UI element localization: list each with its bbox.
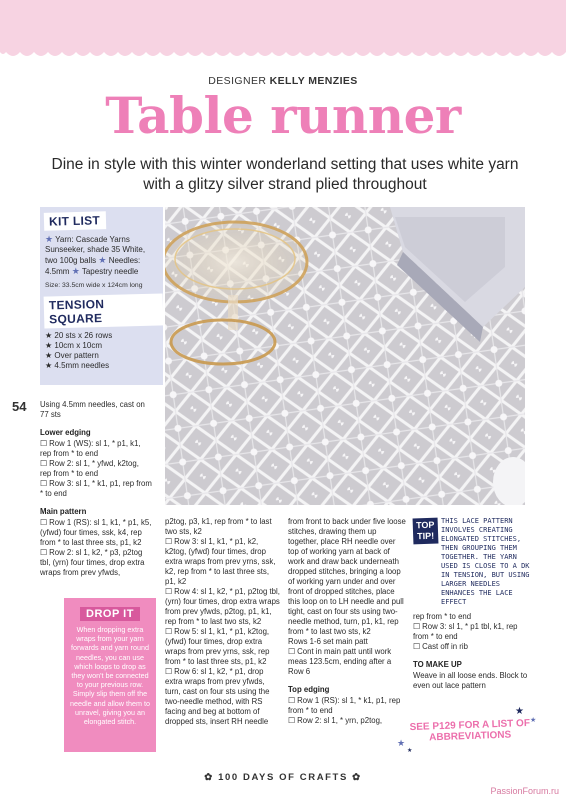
svg-text:★: ★ (530, 717, 537, 724)
make-up-text: Weave in all loose ends. Block to even out lace pattern (413, 671, 528, 690)
top-tip-line1: TOP (415, 519, 435, 531)
main-row: Rows 1-6 set main patt (288, 637, 368, 646)
main-row: ☐ Cont in main patt until work meas 123.5cm, ending after a Row 6 (288, 647, 392, 676)
footer-title (0, 772, 566, 783)
main-row: p2tog, p3, k1, rep from * to last two sts, k2 (165, 517, 272, 536)
svg-text:★: ★ (515, 706, 524, 717)
lower-row: ☐ Row 1 (WS): sl 1, * p1, k1, rep from * to end (40, 439, 141, 458)
top-edging-heading: Top edging (288, 685, 330, 694)
kit-list-body (40, 230, 163, 290)
top-pink-band (0, 0, 566, 50)
drop-it-heading: DROP IT (80, 607, 140, 621)
kit-needles: Needles: 4.5mm (45, 256, 141, 276)
lower-row: ☐ Row 3: sl 1, * k1, p1, rep from * to end (40, 479, 152, 498)
svg-text:★: ★ (397, 738, 406, 748)
top-row: rep from * to end (413, 612, 472, 621)
main-pattern-heading: Main pattern (40, 507, 87, 516)
cast-on-text: Using 4.5mm needles, cast on 77 sts (40, 400, 145, 419)
flower-icon: ✿ (204, 772, 214, 783)
kit-list-heading: KIT LIST (44, 211, 107, 231)
designer-name: KELLY MENZIES (269, 75, 358, 87)
main-row: ☐ Row 3: sl 1, k1, * p1, k2, k2tog, (yfwd) four times, drop extra wraps from prev yrns, ssk, k2, rep from * to last three sts, p1, k2 (165, 537, 276, 586)
standfirst: Dine in style with this winter wonderland setting that uses white yarn with a glitzy silver strand plied throughout (51, 156, 519, 193)
top-tip-text: THIS LACE PATTERN INVOLVES CREATING ELONGATED STITCHES, THEN GROUPING THEM TOGETHER. THE YARN USED IS CLOSE TO A DK IN TENSION, BUT USING LARGER NEEDLES ENHANCES THE LACE EFFECT (441, 517, 530, 606)
main-row: ☐ Row 1 (RS): sl 1, k1, * p1, k5, (yfwd) four times, ssk, k4, rep from * to last three sts, p1, k2 (40, 518, 152, 547)
tension-item: ★ 4.5mm needles (45, 361, 110, 370)
main-row: from front to back under five loose stitches, drawing them up together, place RH needle over top of working yarn at back of work and draw back underneath dropped stitches, bringing a loop of working yarn under and over front of dropped stitches, place this loop on to LH needle and pull tight, cast on four sts using two-needle method, turn, p1, k1, rep from * to last two sts, k2 (288, 517, 406, 636)
footer-text: 100 DAYS OF CRAFTS (218, 772, 348, 783)
svg-text:★: ★ (407, 748, 413, 752)
top-tip-line2: TIP! (417, 530, 435, 542)
scallop-border (0, 50, 566, 60)
tension-list (40, 327, 163, 371)
star-icon: ★ (98, 255, 107, 265)
tension-item: ★ 20 sts x 26 rows (45, 331, 113, 340)
main-row: ☐ Row 6: sl 1, k2, * p1, drop extra wraps from prev yfwds, turn, cast on four sts using the two-needle method, with RS facing and beg at bottom of dropped sts, insert RH needle (165, 667, 270, 726)
tension-item: ★ 10cm x 10cm (45, 341, 102, 350)
kit-list-box (40, 207, 163, 385)
tension-heading: TENSION SQUARE (44, 293, 164, 328)
page-title: Table runner (105, 86, 461, 145)
drop-it-body: When dropping extra wraps from your yarn forwards and yarn round needles, you can use which loops to drop as they won't be connected to your previous row. Simply slip them off the needle and allow them to unravel, giving you an elongated stitch. (70, 625, 150, 727)
lower-row: ☐ Row 2: sl 1, * yfwd, k2tog, rep from * to end (40, 459, 139, 478)
pattern-column-2 (165, 517, 280, 727)
pattern-column-4 (413, 612, 531, 691)
star-icon: ★ (45, 351, 55, 360)
star-icon: ★ (45, 341, 55, 350)
top-row: ☐ Row 2: sl 1, * yrn, p2tog, (288, 716, 383, 725)
kit-size: Size: 33.5cm wide x 124cm long (45, 282, 143, 289)
top-row: ☐ Row 3: sl 1, * p1 tbl, k1, rep from * to end (413, 622, 518, 641)
pattern-column-3 (288, 517, 406, 726)
lace-table-runner-photo (165, 207, 525, 505)
drop-it-box (64, 598, 156, 752)
star-icon: ★ (45, 361, 55, 370)
star-icon: ★ (71, 266, 80, 276)
flower-icon: ✿ (352, 772, 362, 783)
star-icon: ★ (45, 331, 55, 340)
top-row: ☐ Row 1 (RS): sl 1, * k1, p1, rep from * to end (288, 696, 401, 715)
main-row: ☐ Row 4: sl 1, k2, * p1, p2tog tbl, (yrn) four times, drop extra wraps from prev yfwds, p2tog, p1, k1, rep from * to last two sts, k2 (165, 587, 280, 626)
kit-extra: Tapestry needle (81, 267, 139, 276)
watermark: PassionForum.ru (490, 786, 559, 796)
star-icon: ★ (45, 234, 54, 244)
kit-yarn: Yarn: Cascade Yarns Sunseeker, shade 35 White, two 100g balls (45, 235, 146, 265)
top-tip-badge (413, 518, 439, 545)
lower-edging-heading: Lower edging (40, 428, 91, 437)
top-row: ☐ Cast off in rib (413, 642, 468, 651)
abbreviations-note: SEE P129 FOR A LIST OF ABBREVIATIONS (409, 717, 531, 744)
tension-item: ★ Over pattern (45, 351, 99, 360)
designer-label: DESIGNER (208, 75, 267, 87)
make-up-heading: TO MAKE UP (413, 660, 462, 669)
main-row: ☐ Row 2: sl 1, k2, * p3, p2tog tbl, (yrn) four times, drop extra wraps from prev yfwds, (40, 548, 145, 577)
main-row: ☐ Row 5: sl 1, k1, * p1, k2tog, (yfwd) four times, drop extra wraps from prev yrns, ssk, rep from * to last three sts, p1, k2 (165, 627, 270, 666)
pattern-column-1 (40, 400, 152, 578)
page-number: 54 (12, 399, 27, 414)
